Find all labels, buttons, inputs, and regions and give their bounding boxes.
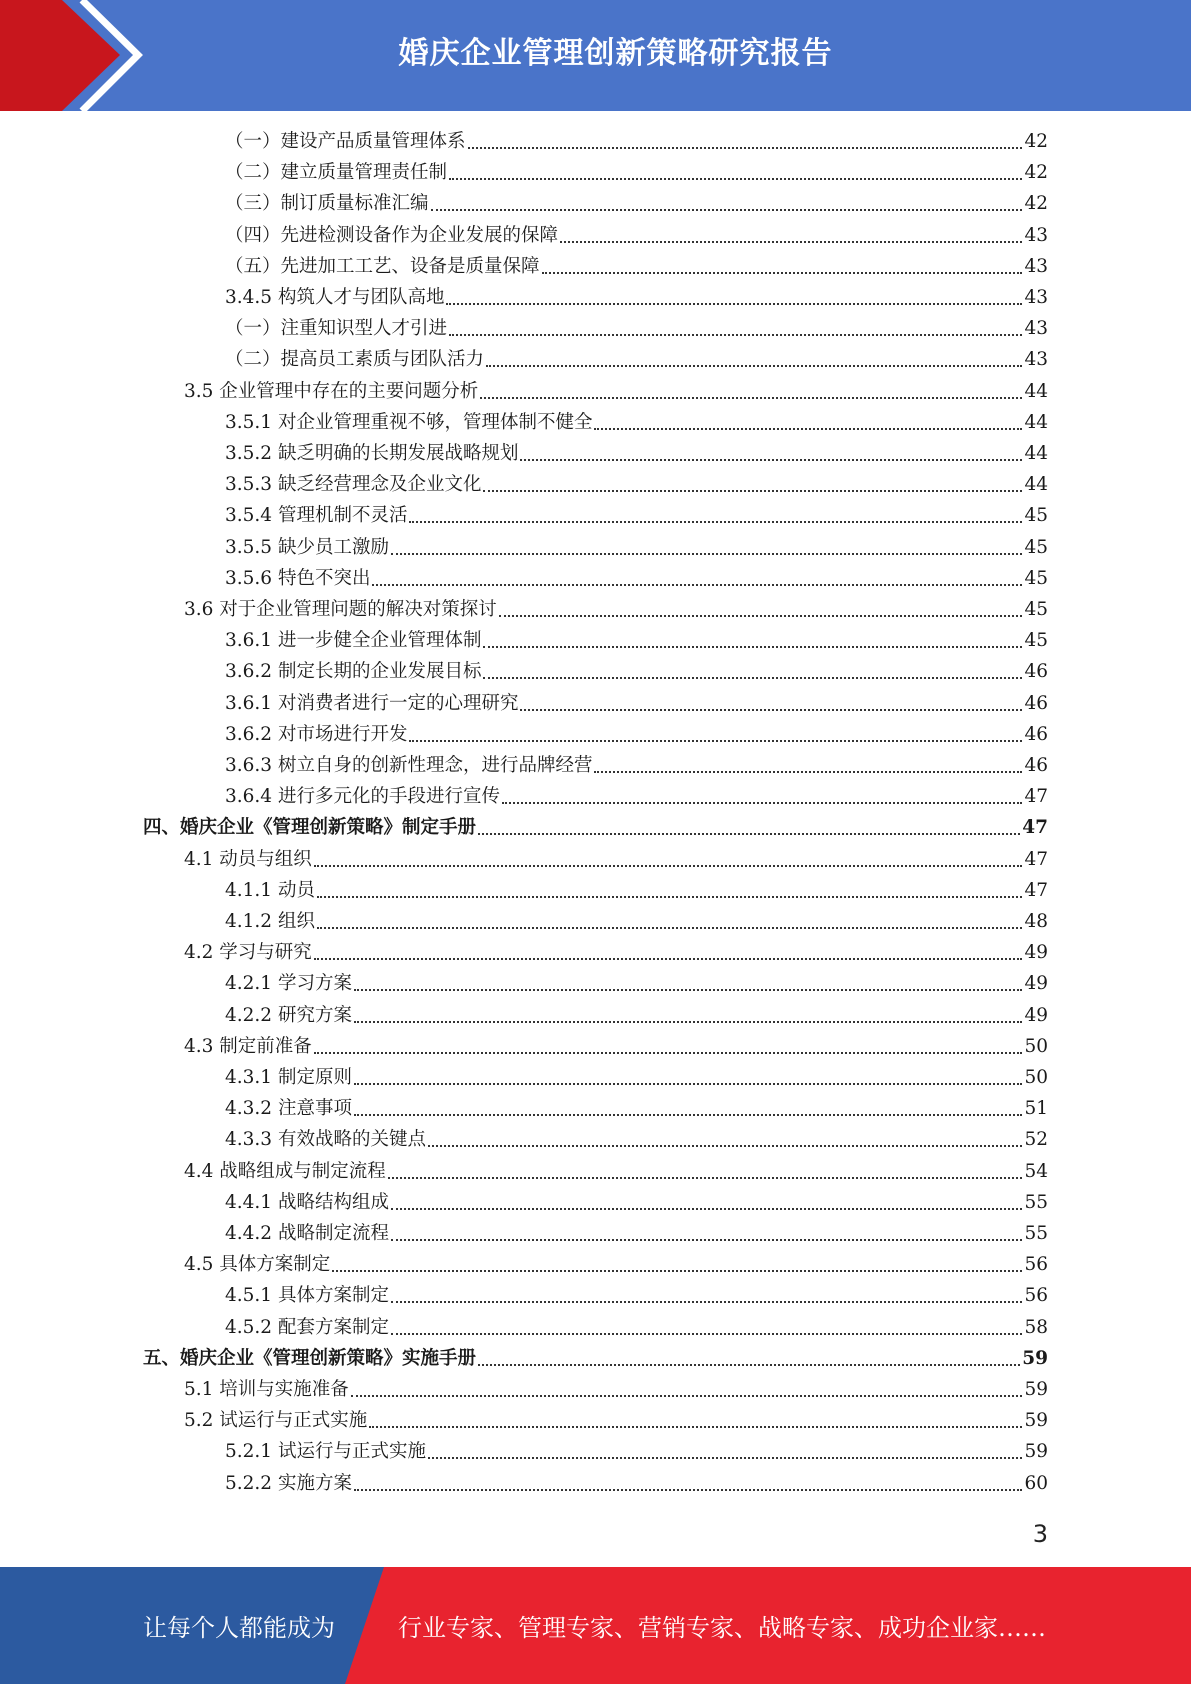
toc-entry-title: 5.1 培训与实施准备 <box>184 1379 349 1400</box>
toc-entry-page: 44 <box>1024 380 1048 402</box>
toc-entry-title: 3.5.1 对企业管理重视不够，管理体制不健全 <box>225 411 593 433</box>
toc-entry[interactable] <box>184 596 1048 624</box>
toc-dot-leader <box>409 521 1022 523</box>
toc-entry[interactable] <box>225 284 1048 312</box>
toc-entry-title: 3.6.3 树立自身的创新性理念，进行品牌经营 <box>225 755 593 776</box>
toc-dot-leader <box>478 833 1020 835</box>
toc-entry-page: 56 <box>1024 1254 1048 1276</box>
toc-entry-title: 4.2 学习与研究 <box>184 942 312 964</box>
toc-entry-page: 47 <box>1024 786 1048 808</box>
toc-dot-leader <box>314 958 1023 960</box>
toc-dot-leader <box>372 584 1022 586</box>
toc-entry-page: 46 <box>1024 692 1048 714</box>
toc-dot-leader <box>483 490 1022 492</box>
toc-entry-page: 59 <box>1024 1410 1048 1432</box>
toc-dot-leader <box>391 1333 1022 1335</box>
toc-entry-page: 49 <box>1024 1004 1048 1026</box>
toc-entry[interactable] <box>225 752 1048 780</box>
toc-entry-page: 43 <box>1024 255 1048 277</box>
toc-entry-title: 4.5.1 具体方案制定 <box>225 1285 389 1307</box>
toc-entry[interactable] <box>143 1345 1048 1373</box>
toc-entry-title: 5.2.2 实施方案 <box>225 1472 352 1494</box>
toc-entry-page: 47 <box>1024 879 1048 901</box>
toc-dot-leader <box>314 1052 1023 1054</box>
toc-entry-page: 55 <box>1024 1223 1048 1244</box>
toc-entry-title: 3.5.5 缺少员工激励 <box>225 536 389 558</box>
toc-entry[interactable] <box>225 658 1048 686</box>
toc-entry[interactable] <box>225 1220 1048 1248</box>
toc-entry-page: 60 <box>1024 1472 1048 1494</box>
toc-entry-title: （五）先进加工工艺、设备是质量保障 <box>225 255 540 277</box>
toc-entry[interactable] <box>225 159 1048 187</box>
toc-dot-leader <box>354 1083 1023 1085</box>
toc-entry-page: 45 <box>1024 630 1048 652</box>
toc-entry[interactable] <box>184 378 1048 406</box>
toc-entry-page: 47 <box>1022 817 1048 839</box>
toc-entry[interactable] <box>184 1376 1048 1404</box>
toc-entry-title: 3.4.5 构筑人才与团队高地 <box>225 287 445 308</box>
toc-entry-title: 3.5.6 特色不突出 <box>225 567 371 589</box>
toc-dot-leader <box>486 365 1022 367</box>
toc-entry[interactable] <box>225 534 1048 562</box>
toc-entry[interactable] <box>184 1033 1048 1061</box>
toc-entry-title: （四）先进检测设备作为企业发展的保障 <box>225 224 559 246</box>
toc-entry-title: 4.3.1 制定原则 <box>225 1067 352 1088</box>
toc-entry-title: 4.3.3 有效战略的关键点 <box>225 1129 426 1151</box>
toc-entry-title: 3.5.2 缺乏明确的长期发展战略规划 <box>225 443 519 464</box>
toc-dot-leader <box>428 1457 1022 1459</box>
toc-entry[interactable] <box>225 908 1048 936</box>
toc-entry[interactable] <box>184 1158 1048 1186</box>
toc-dot-leader <box>468 147 1023 149</box>
toc-entry[interactable] <box>225 502 1048 530</box>
toc-entry[interactable] <box>225 471 1048 499</box>
toc-entry[interactable] <box>225 721 1048 749</box>
toc-dot-leader <box>354 1489 1023 1491</box>
toc-entry-title: 4.5.2 配套方案制定 <box>225 1316 389 1338</box>
toc-entry-page: 42 <box>1024 131 1048 152</box>
toc-dot-leader <box>354 1021 1023 1023</box>
toc-entry-page: 47 <box>1024 848 1048 870</box>
toc-entry[interactable] <box>225 1282 1048 1310</box>
toc-dot-leader <box>354 989 1023 991</box>
toc-entry[interactable] <box>225 1314 1048 1342</box>
toc-entry-page: 50 <box>1024 1035 1048 1057</box>
toc-entry[interactable] <box>225 440 1048 468</box>
toc-entry[interactable] <box>184 846 1048 874</box>
toc-dot-leader <box>351 1395 1023 1397</box>
report-title: 婚庆企业管理创新策略研究报告 <box>398 36 833 71</box>
toc-entry-title: 4.3 制定前准备 <box>184 1035 312 1057</box>
toc-entry-page: 43 <box>1024 287 1048 308</box>
footer-slogan-left: 让每个人都能成为 <box>143 1614 335 1642</box>
toc-dot-leader <box>391 1239 1022 1241</box>
toc-dot-leader <box>560 241 1022 243</box>
toc-entry[interactable] <box>225 627 1048 655</box>
toc-entry-title: 4.1 动员与组织 <box>184 848 312 870</box>
toc-dot-leader <box>431 209 1023 211</box>
page-header <box>0 0 1191 111</box>
toc-entry-title: （一）建设产品质量管理体系 <box>225 131 466 152</box>
toc-entry-page: 54 <box>1024 1160 1048 1182</box>
toc-entry[interactable] <box>225 190 1048 218</box>
toc-entry-page: 59 <box>1022 1347 1048 1369</box>
toc-entry-title: 3.5.3 缺乏经营理念及企业文化 <box>225 474 482 496</box>
toc-entry-title: 4.2.1 学习方案 <box>225 973 352 995</box>
toc-entry[interactable] <box>225 970 1048 998</box>
toc-entry[interactable] <box>225 1189 1048 1217</box>
toc-entry-title: 5.2 试运行与正式实施 <box>184 1410 368 1432</box>
toc-dot-leader <box>391 1208 1022 1210</box>
toc-dot-leader <box>502 802 1022 804</box>
toc-entry-title: （二）提高员工素质与团队活力 <box>225 349 485 371</box>
toc-dot-leader <box>317 927 1023 929</box>
footer-slogan-right: 行业专家、管理专家、营销专家、战略专家、成功企业家…… <box>398 1614 1046 1642</box>
toc-entry-page: 49 <box>1024 973 1048 995</box>
toc-entry[interactable] <box>225 1126 1048 1154</box>
toc-entry[interactable] <box>225 690 1048 718</box>
toc-entry-title: （二）建立质量管理责任制 <box>225 162 448 184</box>
toc-entry-title: 3.5.4 管理机制不灵活 <box>225 505 408 527</box>
toc-entry-title: 4.2.2 研究方案 <box>225 1004 352 1026</box>
toc-entry-page: 42 <box>1024 162 1048 184</box>
toc-dot-leader <box>314 865 1023 867</box>
toc-dot-leader <box>449 334 1022 336</box>
toc-dot-leader <box>520 709 1022 711</box>
toc-entry-page: 44 <box>1024 474 1048 496</box>
toc-entry-page: 56 <box>1024 1285 1048 1307</box>
toc-entry-title: 3.5 企业管理中存在的主要问题分析 <box>184 380 479 402</box>
toc-entry-title: 3.6.2 制定长期的企业发展目标 <box>225 661 482 683</box>
toc-dot-leader <box>391 553 1022 555</box>
toc-entry-title: 4.4.2 战略制定流程 <box>225 1223 389 1244</box>
toc-entry-page: 45 <box>1024 567 1048 589</box>
toc-entry-page: 46 <box>1024 755 1048 776</box>
toc-entry-page: 44 <box>1024 411 1048 433</box>
toc-dot-leader <box>483 646 1022 648</box>
toc-entry[interactable] <box>225 409 1048 437</box>
toc-dot-leader <box>520 459 1022 461</box>
toc-entry[interactable] <box>225 315 1048 343</box>
toc-entry-title: 4.1.2 组织 <box>225 911 315 932</box>
toc-entry-title: 3.6.4 进行多元化的手段进行宣传 <box>225 786 500 808</box>
page-number: 3 <box>1032 1520 1048 1548</box>
toc-dot-leader <box>409 740 1022 742</box>
toc-dot-leader <box>369 1426 1022 1428</box>
toc-entry[interactable] <box>225 1064 1048 1092</box>
toc-entry-page: 43 <box>1024 349 1048 371</box>
toc-entry-title: 4.1.1 动员 <box>225 879 315 901</box>
toc-entry-title: 4.3.2 注意事项 <box>225 1098 352 1120</box>
page-footer <box>0 1567 1191 1684</box>
toc-entry-title: （三）制订质量标准汇编 <box>225 193 429 215</box>
toc-entry[interactable] <box>225 128 1048 156</box>
toc-entry-page: 44 <box>1024 443 1048 464</box>
toc-dot-leader <box>499 615 1023 617</box>
toc-entry[interactable] <box>225 1002 1048 1030</box>
toc-entry-page: 42 <box>1024 193 1048 215</box>
toc-entry-page: 45 <box>1024 536 1048 558</box>
toc-entry-title: 4.4 战略组成与制定流程 <box>184 1160 386 1182</box>
toc-entry[interactable] <box>184 939 1048 967</box>
toc-dot-leader <box>480 397 1022 399</box>
toc-dot-leader <box>317 896 1023 898</box>
toc-entry[interactable] <box>225 783 1048 811</box>
toc-dot-leader <box>332 1270 1022 1272</box>
toc-dot-leader <box>446 303 1022 305</box>
toc-entry[interactable] <box>225 1470 1048 1498</box>
toc-entry-page: 49 <box>1024 942 1048 964</box>
toc-entry-page: 50 <box>1024 1067 1048 1088</box>
toc-dot-leader <box>391 1301 1022 1303</box>
toc-entry[interactable] <box>225 253 1048 281</box>
toc-dot-leader <box>388 1177 1023 1179</box>
toc-entry-page: 45 <box>1024 505 1048 527</box>
toc-entry-page: 45 <box>1024 599 1048 620</box>
toc-entry[interactable] <box>184 1407 1048 1435</box>
toc-entry-page: 59 <box>1024 1441 1048 1463</box>
toc-entry-page: 58 <box>1024 1316 1048 1338</box>
toc-dot-leader <box>478 1364 1020 1366</box>
toc-entry-page: 46 <box>1024 723 1048 745</box>
toc-entry[interactable] <box>225 1438 1048 1466</box>
toc-entry-title: 3.6.1 对消费者进行一定的心理研究 <box>225 692 519 714</box>
toc-dot-leader <box>449 178 1022 180</box>
toc-dot-leader <box>594 771 1022 773</box>
toc-entry-page: 43 <box>1024 224 1048 246</box>
toc-entry[interactable] <box>225 1095 1048 1123</box>
toc-dot-leader <box>428 1145 1022 1147</box>
toc-entry-page: 52 <box>1024 1129 1048 1151</box>
toc-entry-page: 43 <box>1024 318 1048 340</box>
toc-entry-title: 四、婚庆企业《管理创新策略》制定手册 <box>143 817 477 839</box>
toc-entry-page: 48 <box>1024 911 1048 932</box>
toc-entry-title: 3.6.2 对市场进行开发 <box>225 723 408 745</box>
toc-entry-page: 51 <box>1024 1098 1048 1120</box>
toc-entry-title: 3.6 对于企业管理问题的解决对策探讨 <box>184 599 497 620</box>
toc-entry[interactable] <box>225 565 1048 593</box>
toc-entry-page: 55 <box>1024 1191 1048 1213</box>
toc-entry-title: 4.5 具体方案制定 <box>184 1254 331 1276</box>
toc-entry[interactable] <box>225 222 1048 250</box>
toc-dot-leader <box>354 1114 1023 1116</box>
toc-entry[interactable] <box>143 814 1048 842</box>
toc-entry-title: （一）注重知识型人才引进 <box>225 318 448 340</box>
toc-entry-title: 3.6.1 进一步健全企业管理体制 <box>225 630 482 652</box>
toc-dot-leader <box>542 272 1023 274</box>
toc-dot-leader <box>483 677 1022 679</box>
toc-entry-page: 46 <box>1024 661 1048 683</box>
toc-entry-page: 59 <box>1024 1379 1048 1400</box>
toc-entry-title: 5.2.1 试运行与正式实施 <box>225 1441 426 1463</box>
toc-entry-title: 4.4.1 战略结构组成 <box>225 1191 389 1213</box>
toc-entry[interactable] <box>225 346 1048 374</box>
toc-entry[interactable] <box>184 1251 1048 1279</box>
toc-entry[interactable] <box>225 877 1048 905</box>
toc-entry-title: 五、婚庆企业《管理创新策略》实施手册 <box>143 1347 477 1369</box>
toc-dot-leader <box>594 428 1022 430</box>
